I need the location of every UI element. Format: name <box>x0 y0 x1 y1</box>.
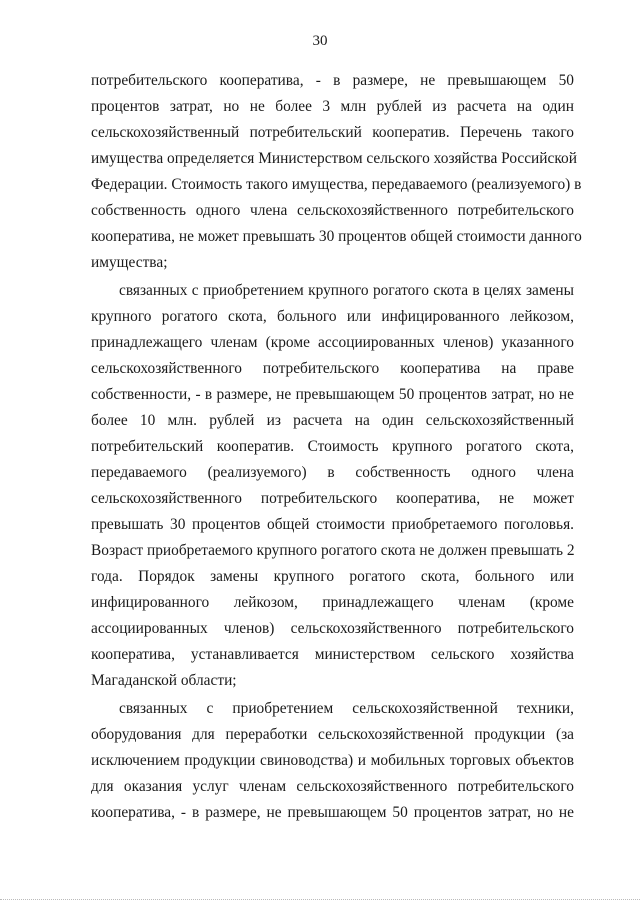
paragraph-first-line: связанных с приобретением крупного рогатого скота в целях замены <box>119 282 574 299</box>
text-line: более 10 млн. рублей из расчета на один сельскохозяйственный <box>91 412 574 429</box>
text-line: сельскохозяйственного потребительского кооператива, не может <box>91 490 574 507</box>
text-line: потребительского кооператива, - в размере, не превышающем 50 <box>91 72 574 89</box>
text-line: Возраст приобретаемого крупного рогатого скота не должен превышать 2 <box>91 542 575 559</box>
page-number: 30 <box>312 33 328 49</box>
paragraph-first-line: связанных с приобретением сельскохозяйственной техники, <box>119 700 574 717</box>
text-line: кооператива, устанавливается министерством сельского хозяйства <box>91 646 574 663</box>
text-line: процентов затрат, но не более 3 млн рублей из расчета на один <box>91 98 574 115</box>
text-line: сельскохозяйственного потребительского кооператива на праве <box>91 360 574 377</box>
text-line: собственность одного члена сельскохозяйственного потребительского <box>91 202 574 219</box>
text-line: для оказания услуг членам сельскохозяйственного потребительского <box>91 778 574 795</box>
text-line: передаваемого (реализуемого) в собственность одного члена <box>91 464 574 481</box>
scan-edge-divider <box>0 899 640 901</box>
text-line: сельскохозяйственный потребительский кооператив. Перечень такого <box>91 124 574 141</box>
text-line: принадлежащего членам (кроме ассоциированных членов) указанного <box>91 334 574 351</box>
text-line: потребительский кооператив. Стоимость крупного рогатого скота, <box>91 438 574 455</box>
text-line: ассоциированных членов) сельскохозяйственного потребительского <box>91 620 574 637</box>
text-line: Магаданской области; <box>91 672 237 689</box>
text-line: Федерации. Стоимость такого имущества, передаваемого (реализуемого) в <box>91 176 582 193</box>
text-line: кооператива, - в размере, не превышающем 50 процентов затрат, но не <box>91 804 574 821</box>
text-line: собственности, - в размере, не превышающем 50 процентов затрат, но не <box>91 386 574 403</box>
text-line: оборудования для переработки сельскохозяйственной продукции (за <box>91 726 574 743</box>
text-line: инфицированного лейкозом, принадлежащего членам (кроме <box>91 594 574 611</box>
text-line: крупного рогатого скота, больного или инфицированного лейкозом, <box>91 308 574 325</box>
text-line: исключением продукции свиноводства) и мобильных торговых объектов <box>91 752 574 769</box>
text-line: превышать 30 процентов общей стоимости приобретаемого поголовья. <box>91 516 574 533</box>
text-line: кооператива, не может превышать 30 процентов общей стоимости данного <box>91 228 582 245</box>
text-line: имущества; <box>91 254 168 271</box>
text-line: года. Порядок замены крупного рогатого скота, больного или <box>91 568 574 585</box>
text-line: имущества определяется Министерством сельского хозяйства Российской <box>91 150 577 167</box>
